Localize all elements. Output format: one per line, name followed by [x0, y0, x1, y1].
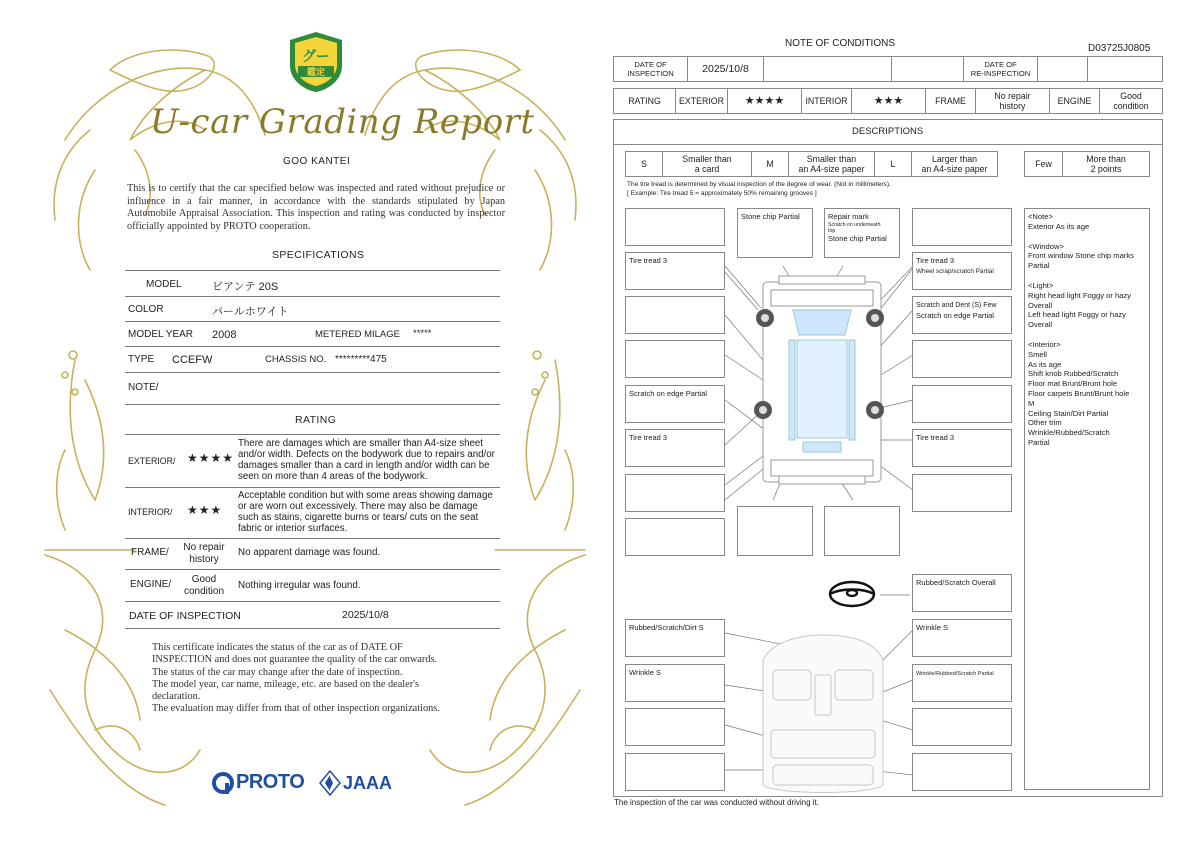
tire-note-line: [ Example: Tire tread 5 = approximately 50% remaining grooves ]: [627, 190, 817, 197]
frame-value-line: history: [189, 554, 219, 565]
note-line: Other trim: [1028, 418, 1062, 428]
note-line: As its age: [1028, 359, 1062, 369]
exterior-label: EXTERIOR/: [128, 456, 176, 466]
engine-label: ENGINE/: [130, 579, 172, 590]
divider: [125, 404, 500, 405]
value-line: history: [999, 101, 1026, 111]
jaaa-logo-icon: [318, 770, 342, 796]
jaaa-logo-text: JAAA: [343, 773, 393, 793]
size-legend: [625, 151, 998, 177]
divider: [125, 270, 500, 271]
legend-desc: [1063, 152, 1149, 176]
certificate-intro: This is to certify that the car specified below was inspected and rated without prejudice or influence in a fair manner, in accordance with the standards stipulated by Japan Automobile Appraisal Association. This inspection and rating was conducted by inspector officially appointed by PROTO cooperation.: [127, 183, 505, 232]
note-text: Tire tread 3: [629, 433, 668, 442]
type-label: TYPE: [128, 354, 155, 365]
note-text: Rubbed/Scratch Overall: [916, 578, 996, 587]
note-box-front-stone-chip: [737, 208, 813, 258]
disclaimer-line: INSPECTION and does not guarantee the quality of the car onwards.: [152, 654, 438, 666]
metered-mileage-label: METERED MILAGE: [315, 329, 400, 340]
color-value: パールホワイト: [212, 306, 289, 318]
note-group: [1028, 242, 1146, 271]
frame-value-line: No repair: [183, 542, 225, 553]
note-label: NOTE/: [128, 382, 159, 393]
note-line: <Note>: [1028, 212, 1053, 221]
disclaimer-line: The model year, car name, mileage, etc. are based on the dealer's: [152, 678, 420, 690]
legend-desc: [663, 152, 752, 176]
interior-description: Acceptable condition but with some areas showing damage or are worn out excessively. There may also be damage such as stains, cigarette burns or tears/ cuts on the seat fabric or interior surfaces.: [238, 490, 493, 534]
value-line: condition: [1113, 101, 1149, 111]
value-line: Good: [1120, 91, 1142, 101]
note-box-empty: [912, 474, 1012, 512]
note-box-right-dent: [912, 296, 1012, 334]
document-id: D03725J0805: [1088, 43, 1151, 54]
value-line: No repair: [994, 91, 1031, 101]
disclaimer-line: The evaluation may differ from that of other inspection organizations.: [152, 703, 440, 715]
note-line: Right head light Foggy or hazy: [1028, 290, 1131, 300]
dates-row: [613, 56, 1163, 82]
divider: [125, 372, 500, 373]
condition-notes: [1024, 208, 1150, 790]
note-text: Tire tread 3: [629, 256, 668, 265]
rating-label: RATING: [614, 89, 676, 113]
note-line: Floor carpets Brunt/Brunt hole: [1028, 388, 1130, 398]
note-box-interior: [912, 664, 1012, 702]
note-line: Shift knob Rubbed/Scratch: [1028, 369, 1119, 379]
engine-value: [180, 574, 228, 598]
note-group: [1028, 340, 1146, 448]
legend-code: M: [752, 152, 789, 176]
proto-logo-text: PROTO: [236, 771, 305, 793]
certificate-subtitle: GOO KANTEI: [283, 156, 351, 167]
note-text: Scratch on edge Partial: [916, 311, 994, 320]
note-group: [1028, 281, 1146, 330]
frame-label: FRAME: [926, 89, 976, 113]
disclaimer-line: This certificate indicates the status of the car as of DATE OF: [152, 642, 403, 653]
note-line: Left head light Foggy or hazy: [1028, 310, 1126, 320]
reinspection-value: [1038, 57, 1088, 81]
note-box-interior: [625, 619, 725, 657]
note-box-empty: [625, 340, 725, 378]
proto-logo-icon: [212, 771, 236, 795]
rating-heading: RATING: [295, 414, 337, 426]
interior-stars: ★★★: [852, 89, 926, 113]
divider: [125, 346, 500, 347]
note-line: Wrinkle/Rubbed/Scratch: [1028, 428, 1110, 438]
note-box-empty: [625, 208, 725, 246]
note-text: Wrinkle/Rubbed/Scratch Partial: [916, 671, 994, 677]
legend-line: Larger than: [932, 154, 977, 164]
engine-value: [1100, 89, 1162, 113]
note-text: Wheel scrap/scratch Partial: [916, 268, 994, 275]
date-of-inspection-value: 2025/10/8: [342, 609, 389, 621]
type-value: CCEFW: [172, 354, 213, 366]
note-group: [1028, 212, 1146, 232]
divider: [125, 487, 500, 488]
legend-desc: [789, 152, 875, 176]
reinspection-header: [964, 57, 1038, 81]
legend-code: Few: [1025, 152, 1063, 176]
divider: [125, 569, 500, 570]
empty-cell: [1088, 57, 1162, 81]
certificate-title: U-car Grading Report: [150, 102, 535, 142]
legend-line: a card: [694, 164, 720, 174]
note-text: Scratch on edge Partial: [629, 389, 707, 398]
note-line: Floor mat Brunt/Brunt hole: [1028, 379, 1118, 389]
chassis-label: CHASSIS NO.: [265, 354, 327, 365]
note-box-front-left-tire: [625, 252, 725, 290]
model-label: MODEL: [146, 279, 182, 290]
exterior-stars: ★★★★: [728, 89, 802, 113]
note-text: Stone chip Partial: [828, 234, 887, 243]
engine-value-line: condition: [183, 586, 225, 597]
frame-description: No apparent damage was found.: [238, 547, 381, 558]
note-text: Tire tread 3: [916, 433, 955, 442]
note-box-empty: [625, 708, 725, 746]
tire-note: [627, 180, 891, 198]
header-line: DATE OF: [984, 60, 1017, 69]
note-text: Rubbed/Scratch/Dirt S: [629, 623, 704, 632]
note-text: Wrinkle S: [916, 623, 948, 632]
sheet-heading: NOTE OF CONDITIONS: [785, 38, 895, 49]
note-text: Stone chip Partial: [741, 212, 800, 221]
chassis-value: *********475: [335, 354, 387, 365]
note-box-rear-left-tire: [625, 429, 725, 467]
note-box-empty: [912, 208, 1012, 246]
exterior-description: There are damages which are smaller than A4-size sheet and/or width. Defects on the bodywork due to repairs and/or damages smaller than a card in length and/or width can be seen on more than 4 areas of the bodywork.: [238, 438, 495, 482]
svg-text:グー: グー: [302, 49, 330, 65]
note-box-empty: [625, 296, 725, 334]
engine-description: Nothing irregular was found.: [238, 580, 361, 591]
date-of-inspection-label: DATE OF INSPECTION: [129, 610, 241, 622]
note-text: Wrinkle S: [629, 668, 661, 677]
note-line: M: [1028, 398, 1035, 408]
interior-stars: ★★★: [187, 503, 223, 517]
divider: [125, 434, 500, 435]
note-line: Overall: [1028, 320, 1053, 330]
legend-line: an A4-size paper: [798, 164, 865, 174]
metered-mileage-value: *****: [413, 328, 432, 339]
note-text: Repair mark: [828, 212, 869, 221]
note-box-empty: [824, 506, 900, 556]
note-box-interior: [912, 619, 1012, 657]
legend-line: an A4-size paper: [921, 164, 988, 174]
note-box-interior: [625, 664, 725, 702]
color-label: COLOR: [128, 304, 164, 315]
note-line: <Interior>: [1028, 339, 1061, 349]
note-box-front-right-tire: [912, 252, 1012, 290]
engine-label: ENGINE: [1050, 89, 1100, 113]
note-tiny-text: top: [828, 228, 836, 234]
legend-line: 2 points: [1090, 164, 1122, 174]
note-line: <Window>: [1028, 241, 1064, 251]
exterior-stars: ★★★★: [187, 451, 235, 465]
divider: [125, 538, 500, 539]
header-line: RE-INSPECTION: [970, 69, 1031, 78]
disclaimer-line: declaration.: [152, 691, 201, 703]
certificate-disclaimer: [152, 642, 482, 716]
note-box-left-scratch: [625, 385, 725, 423]
frame-value: [976, 89, 1050, 113]
note-box-repair-mark: [824, 208, 900, 258]
header-line: INSPECTION: [627, 69, 674, 78]
note-text: Tire tread 3: [916, 256, 955, 265]
note-box-empty: [737, 506, 813, 556]
empty-cell: [892, 57, 964, 81]
frame-value: [182, 542, 226, 566]
legend-desc: [912, 152, 997, 176]
model-year-label: MODEL YEAR: [128, 329, 194, 340]
divider: [613, 144, 1163, 145]
note-line: Exterior As its age: [1028, 221, 1090, 231]
note-line: Front window Stone chip marks: [1028, 251, 1134, 261]
engine-value-line: Good: [191, 574, 217, 585]
sheet-footer: The inspection of the car was conducted without driving it.: [614, 798, 819, 807]
header-line: DATE OF: [634, 60, 667, 69]
exterior-label: EXTERIOR: [676, 89, 728, 113]
note-box-empty: [625, 753, 725, 791]
note-box-steering: [912, 574, 1012, 612]
note-box-empty: [912, 385, 1012, 423]
divider: [125, 601, 500, 602]
frame-label: FRAME/: [131, 547, 169, 558]
note-box-empty: [625, 474, 725, 512]
note-line: <Light>: [1028, 280, 1054, 290]
legend-line: Smaller than: [682, 154, 732, 164]
date-of-inspection-header: [614, 57, 688, 81]
divider: [125, 321, 500, 322]
legend-code: L: [875, 152, 912, 176]
goo-kantei-badge-icon: [288, 30, 344, 94]
model-value: ビアンテ 20S: [212, 281, 279, 293]
note-box-rear-right-tire: [912, 429, 1012, 467]
interior-label: INTERIOR: [802, 89, 852, 113]
note-line: Ceiling Stain/Dirt Partial: [1028, 408, 1109, 418]
note-box-empty: [912, 753, 1012, 791]
model-year-value: 2008: [212, 329, 237, 341]
divider: [125, 628, 500, 629]
few-legend: [1024, 151, 1150, 177]
note-box-empty: [912, 708, 1012, 746]
specifications-heading: SPECIFICATIONS: [272, 249, 365, 261]
note-box-empty: [625, 518, 725, 556]
note-box-empty: [912, 340, 1012, 378]
interior-label: INTERIOR/: [128, 507, 173, 517]
tire-note-line: The tire tread is determined by visual inspection of the degree of wear. (Not in millimeters).: [627, 181, 891, 188]
legend-line: Smaller than: [806, 154, 857, 164]
descriptions-heading: DESCRIPTIONS: [852, 126, 924, 137]
note-tiny-text: Scratch on underneath: [828, 222, 881, 228]
note-text: Scratch and Dent (S) Few: [916, 302, 997, 309]
note-line: Smell: [1028, 349, 1047, 359]
disclaimer-line: The status of the car may change after the date of inspection.: [152, 666, 403, 678]
note-line: Partial: [1028, 261, 1050, 271]
svg-text:鑑定: 鑑定: [306, 68, 326, 78]
legend-line: More than: [1086, 154, 1126, 164]
date-of-inspection-value: 2025/10/8: [688, 57, 764, 81]
rating-row: [613, 88, 1163, 114]
legend-code: S: [626, 152, 663, 176]
note-line: Overall: [1028, 300, 1053, 310]
note-line: Partial: [1028, 437, 1050, 447]
divider: [125, 296, 500, 297]
steering-wheel-icon: [830, 582, 874, 606]
empty-cell: [764, 57, 892, 81]
